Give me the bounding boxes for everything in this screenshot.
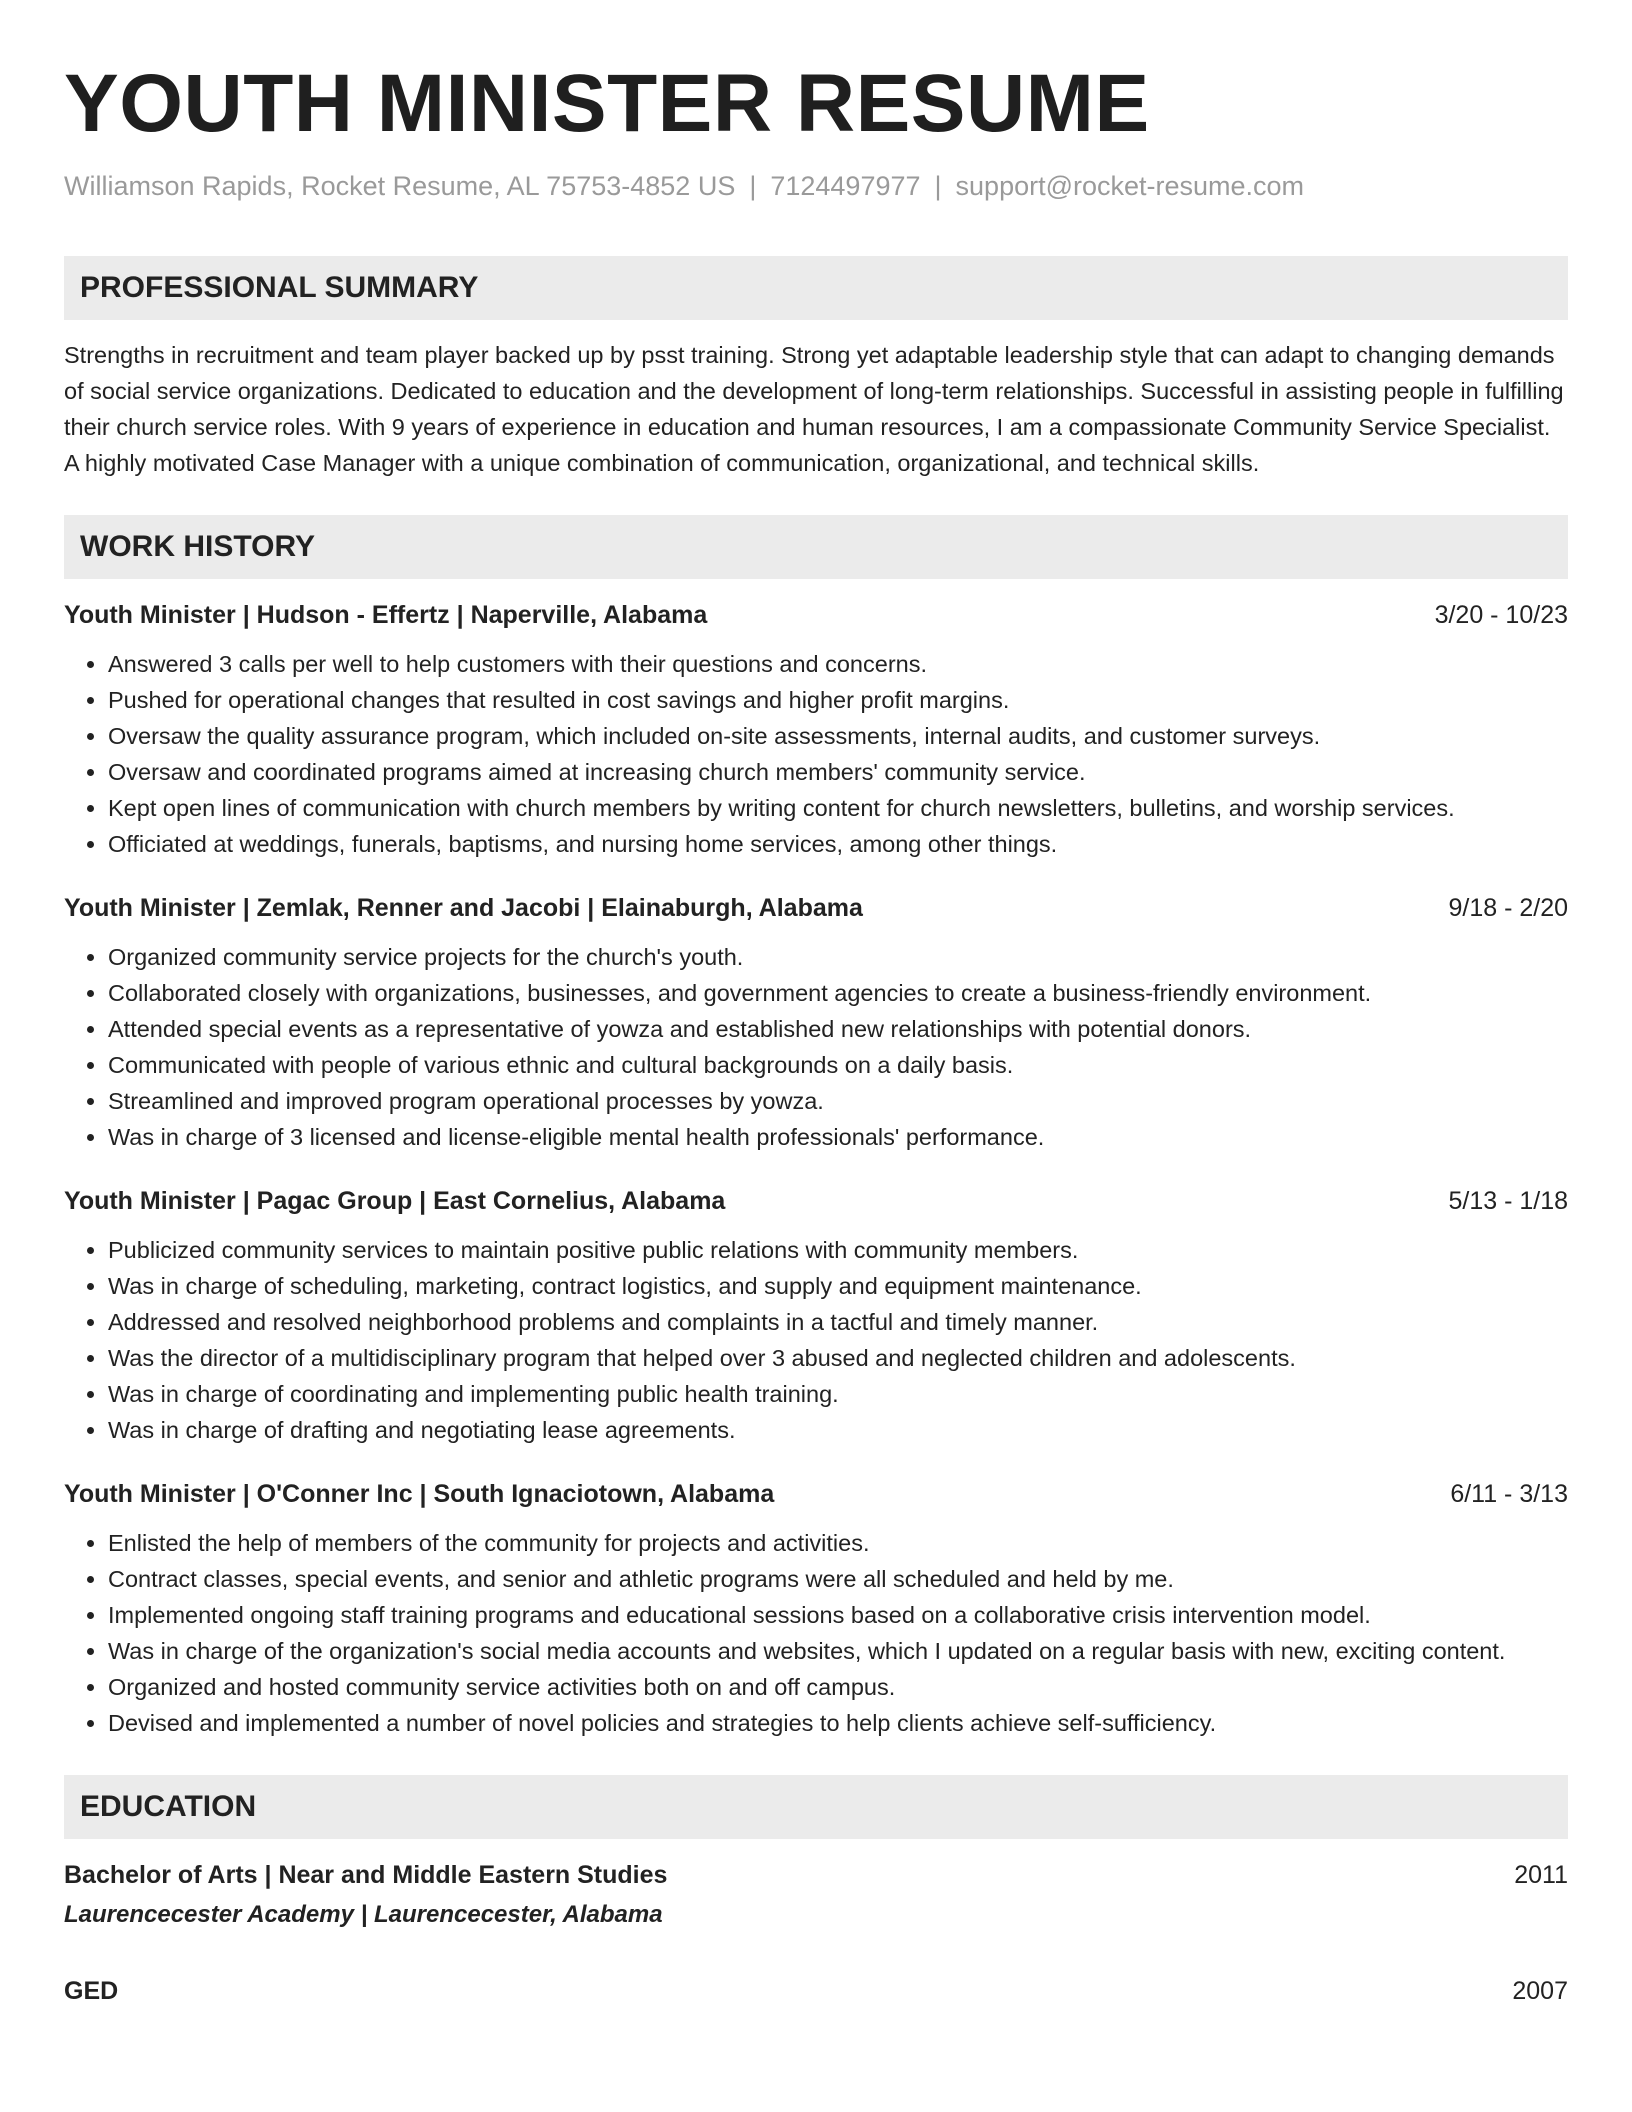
contact-phone: 7124497977 (770, 171, 921, 201)
job-bullet: • Streamlined and improved program operational processes by yowza. (108, 1083, 1568, 1119)
section-heading-summary: PROFESSIONAL SUMMARY (64, 256, 1568, 320)
job-bullet: • Answered 3 calls per well to help customers with their questions and concerns. (108, 646, 1568, 682)
job-bullet: • Kept open lines of communication with church members by writing content for church newsletters, bulletins, and worship services. (108, 790, 1568, 826)
education-header (64, 1973, 1568, 2009)
job-bullet: • Attended special events as a representative of yowza and established new relationships with potential donors. (108, 1011, 1568, 1047)
education-year: 2011 (1514, 1861, 1568, 1889)
education-entry (64, 1857, 1568, 1933)
job-bullet: • Communicated with people of various ethnic and cultural backgrounds on a daily basis. (108, 1047, 1568, 1083)
job-bullet: • Was in charge of scheduling, marketing, contract logistics, and supply and equipment maintenance. (108, 1268, 1568, 1304)
job-title: Youth Minister | O'Conner Inc | South Ignaciotown, Alabama (64, 1480, 775, 1508)
job-bullet: • Was in charge of drafting and negotiating lease agreements. (108, 1412, 1568, 1448)
job-header (64, 890, 1568, 926)
job-header (64, 597, 1568, 633)
education-degree: Bachelor of Arts | Near and Middle Eastern Studies (64, 1861, 668, 1889)
job-bullet: • Oversaw and coordinated programs aimed at increasing church members' community service. (108, 754, 1568, 790)
job-entry (64, 1183, 1568, 1448)
education-school: Laurencecester Academy | Laurencecester, Alabama (64, 1901, 663, 1928)
job-bullet: • Publicized community services to maintain positive public relations with community members. (108, 1232, 1568, 1268)
job-bullet: • Was in charge of coordinating and implementing public health training. (108, 1376, 1568, 1412)
job-bullet: • Contract classes, special events, and senior and athletic programs were all scheduled and held by me. (108, 1561, 1568, 1597)
job-header (64, 1183, 1568, 1219)
job-bullets (64, 939, 1568, 1155)
job-title: Youth Minister | Hudson - Effertz | Naperville, Alabama (64, 601, 708, 629)
job-dates: 5/13 - 1/18 (1448, 1187, 1568, 1215)
contact-line (64, 170, 1568, 202)
education-degree: GED (64, 1977, 119, 2005)
job-bullets (64, 1232, 1568, 1448)
job-bullet: • Collaborated closely with organizations, businesses, and government agencies to create a business-friendly environment. (108, 975, 1568, 1011)
education-year: 2007 (1512, 1977, 1568, 2005)
contact-address: Williamson Rapids, Rocket Resume, AL 75753-4852 US (64, 171, 736, 201)
job-entry (64, 890, 1568, 1155)
contact-separator: | (749, 171, 757, 201)
job-bullet: • Enlisted the help of members of the community for projects and activities. (108, 1525, 1568, 1561)
job-bullet: • Devised and implemented a number of novel policies and strategies to help clients achieve self-sufficiency. (108, 1705, 1568, 1741)
job-bullet: • Officiated at weddings, funerals, baptisms, and nursing home services, among other things. (108, 826, 1568, 862)
job-bullets (64, 646, 1568, 862)
job-entry (64, 597, 1568, 862)
job-bullet: • Addressed and resolved neighborhood problems and complaints in a tactful and timely manner. (108, 1304, 1568, 1340)
job-title: Youth Minister | Zemlak, Renner and Jacobi | Elainaburgh, Alabama (64, 894, 863, 922)
resume-title: YOUTH MINISTER RESUME (64, 58, 1150, 149)
contact-separator: | (934, 171, 942, 201)
contact-email: support@rocket-resume.com (955, 171, 1305, 201)
job-bullet: • Was in charge of the organization's social media accounts and websites, which I updated on a regular basis with new, exciting content. (108, 1633, 1568, 1669)
section-heading-work-history: WORK HISTORY (64, 515, 1568, 579)
job-dates: 3/20 - 10/23 (1434, 601, 1568, 629)
job-bullets (64, 1525, 1568, 1741)
job-title: Youth Minister | Pagac Group | East Cornelius, Alabama (64, 1187, 726, 1215)
job-bullet: • Implemented ongoing staff training programs and educational sessions based on a collaborative crisis intervention model. (108, 1597, 1568, 1633)
job-dates: 9/18 - 2/20 (1448, 894, 1568, 922)
job-bullet: • Organized community service projects for the church's youth. (108, 939, 1568, 975)
job-entry (64, 1476, 1568, 1741)
job-bullet: • Was in charge of 3 licensed and license-eligible mental health professionals' performance. (108, 1119, 1568, 1155)
summary-text: Strengths in recruitment and team player backed up by psst training. Strong yet adaptable leadership style that can adapt to changing demands of social service organizations. Dedicated to education and the development of long-term relationships. Successful in assisting people in fulfilling their church service roles. With 9 years of experience in education and human resources, I am a compassionate Community Service Specialist. A highly motivated Case Manager with a unique combination of communication, organizational, and technical skills. (64, 342, 1564, 476)
education-header (64, 1857, 1568, 1893)
job-bullet: • Organized and hosted community service activities both on and off campus. (108, 1669, 1568, 1705)
job-bullet: • Was the director of a multidisciplinary program that helped over 3 abused and neglected children and adolescents. (108, 1340, 1568, 1376)
job-dates: 6/11 - 3/13 (1450, 1480, 1568, 1508)
job-bullet: • Oversaw the quality assurance program, which included on-site assessments, internal audits, and customer surveys. (108, 718, 1568, 754)
job-bullet: • Pushed for operational changes that resulted in cost savings and higher profit margins. (108, 682, 1568, 718)
section-heading-education: EDUCATION (64, 1775, 1568, 1839)
education-entry (64, 1973, 1568, 2009)
job-header (64, 1476, 1568, 1512)
